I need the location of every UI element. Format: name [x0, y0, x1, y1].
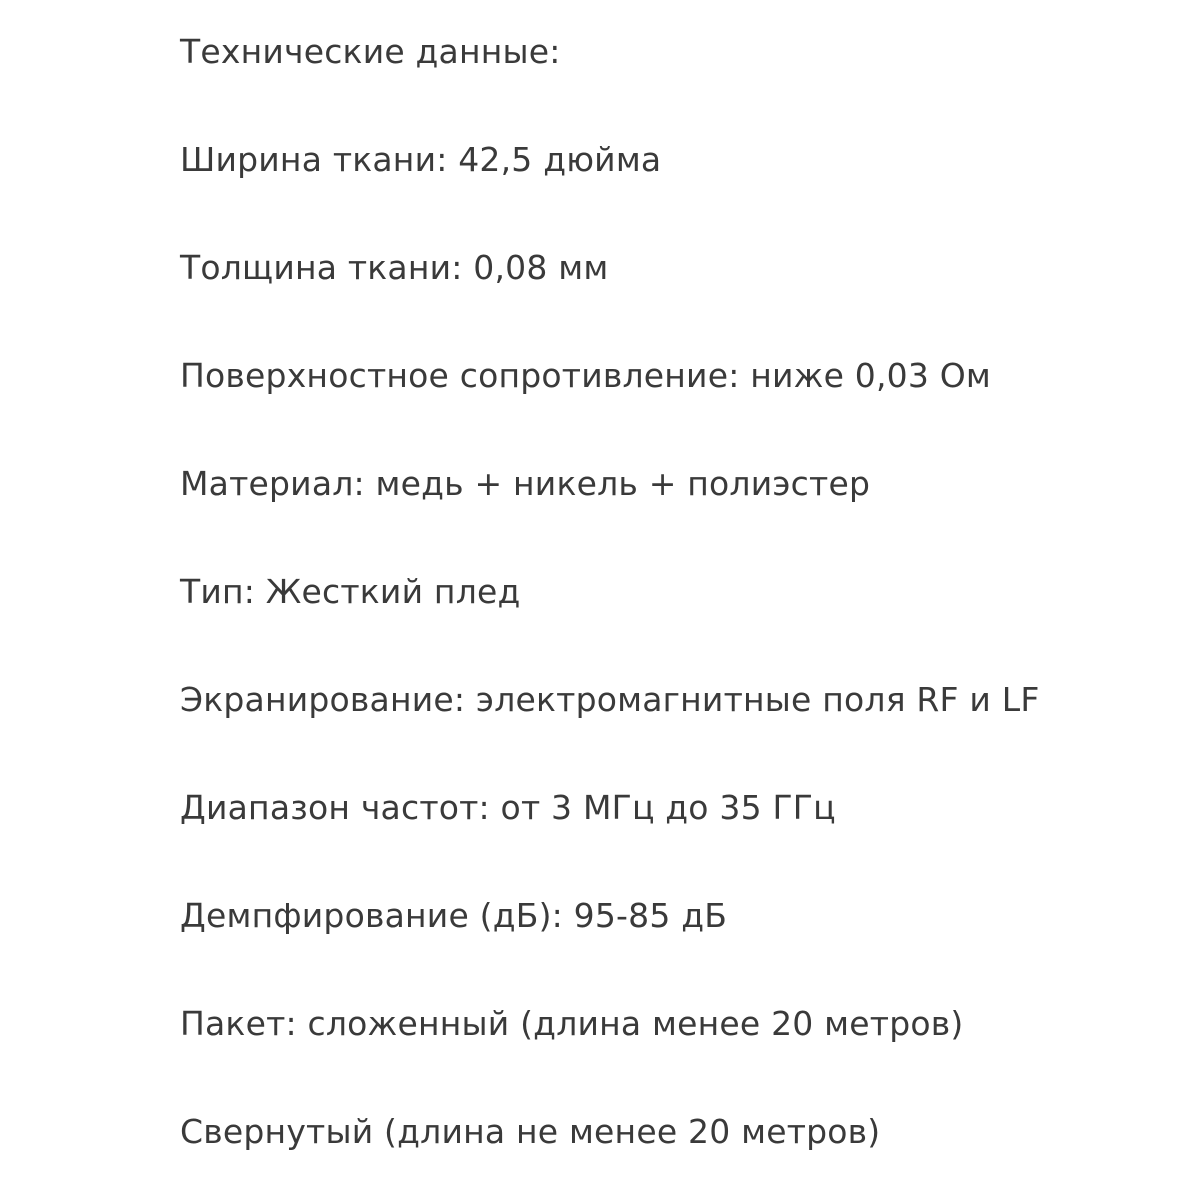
spec-package-folded: Пакет: сложенный (длина менее 20 метров)	[180, 1004, 964, 1043]
spec-package-rolled: Свернутый (длина не менее 20 метров)	[180, 1112, 881, 1151]
spec-type: Тип: Жесткий плед	[180, 572, 521, 611]
spec-fabric-thickness: Толщина ткани: 0,08 мм	[180, 248, 609, 287]
spec-surface-resistance: Поверхностное сопротивление: ниже 0,03 Ом	[180, 356, 991, 395]
spec-shielding: Экранирование: электромагнитные поля RF и LF	[180, 680, 1040, 719]
spec-damping: Демпфирование (дБ): 95-85 дБ	[180, 896, 728, 935]
spec-fabric-width: Ширина ткани: 42,5 дюйма	[180, 140, 662, 179]
spec-sheet	[180, 0, 1180, 1200]
spec-material: Материал: медь + никель + полиэстер	[180, 464, 871, 503]
spec-heading: Технические данные:	[180, 32, 561, 71]
spec-frequency-range: Диапазон частот: от 3 МГц до 35 ГГц	[180, 788, 836, 827]
